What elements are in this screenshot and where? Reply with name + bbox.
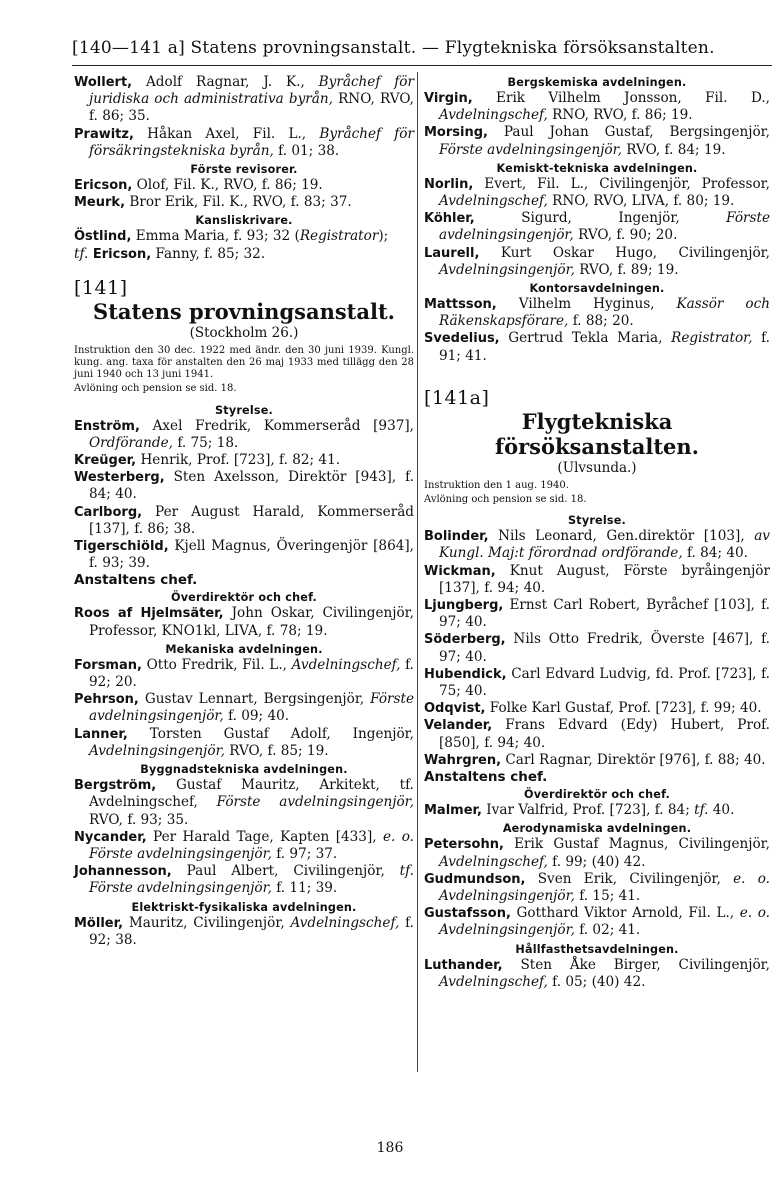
section-location: (Stockholm 26.) (189, 324, 299, 341)
entry: Johannesson, Paul Albert, Civilingenjör, tf. Förste avdelningsingenjör, f. 11; 39. (74, 863, 414, 897)
entry: Mattsson, Vilhelm Hyginus, Kassör och Räkenskapsförare, f. 88; 20. (424, 296, 770, 330)
entry: Ljungberg, Ernst Carl Robert, Byråchef [103], f. 97; 40. (424, 597, 770, 631)
entry: Meurk, Bror Erik, Fil. K., RVO, f. 83; 37. (74, 194, 352, 211)
entry: Möller, Mauritz, Civilingenjör, Avdelningschef, f. 92; 38. (74, 914, 414, 948)
subheading: Styrelse. (215, 403, 273, 417)
entry: Pehrson, Gustav Lennart, Bergsingenjör, Förste avdelningsingenjör, f. 09; 40. (74, 691, 414, 725)
entry: Svedelius, Gertrud Tekla Maria, Registrator, f. 91; 41. (424, 330, 770, 364)
section-heading: Anstaltens chef. (424, 769, 548, 786)
entry: Prawitz, Håkan Axel, Fil. L., Byråchef för försäkringstekniska byrån, f. 01; 38. (74, 125, 414, 159)
entry: Köhler, Sigurd, Ingenjör, Förste avdelningsingenjör, RVO, f. 90; 20. (424, 210, 770, 244)
entry: Velander, Frans Edvard (Edy) Hubert, Prof. [850], f. 94; 40. (424, 717, 770, 751)
column-divider (417, 72, 418, 1072)
entry: Söderberg, Nils Otto Fredrik, Överste [467], f. 97; 40. (424, 631, 770, 665)
entry: Wollert, Adolf Ragnar, J. K., Byråchef för juridiska och administrativa byrån, RNO, RVO, f. 86; 35. (74, 74, 414, 125)
entry: Norlin, Evert, Fil. L., Civilingenjör, Professor, Avdelningschef, RNO, RVO, LIVA, f. 80; 19. (424, 175, 770, 210)
entry: Wickman, Knut August, Förste byråingenjör [137], f. 94; 40. (424, 562, 770, 596)
entry: Östlind, Emma Maria, f. 93; 32 (Registrator); (74, 228, 389, 245)
entry: Bolinder, Nils Leonard, Gen.direktör [103], av Kungl. Maj:t förordnad ordförande, f. 84; 40. (424, 528, 770, 562)
salary-note: Avlöning och pension se sid. 18. (424, 494, 587, 506)
entry: Luthander, Sten Åke Birger, Civilingenjör, Avdelningschef, f. 05; (40) 42. (424, 956, 770, 990)
entry: Lanner, Torsten Gustaf Adolf, Ingenjör, Avdelningsingenjör, RVO, f. 85; 19. (74, 725, 414, 759)
entry: Bergström, Gustaf Mauritz, Arkitekt, tf. Avdelningschef, Förste avdelningsingenjör, RVO, f. 93; 35. (74, 777, 414, 828)
entry: Westerberg, Sten Axelsson, Direktör [943], f. 84; 40. (74, 469, 414, 503)
section-title: Statens provningsanstalt. (93, 298, 395, 324)
entry: Odqvist, Folke Karl Gustaf, Prof. [723], f. 99; 40. (424, 700, 762, 717)
entry: Roos af Hjelmsäter, John Oskar, Civilingenjör, Professor, KNO1kl, LIVA, f. 78; 19. (74, 605, 414, 639)
entry: Forsman, Otto Fredrik, Fil. L., Avdelningschef, f. 92; 20. (74, 656, 414, 691)
subheading: Styrelse. (568, 514, 626, 528)
instruction-note: Instruktion den 1 aug. 1940. (424, 479, 569, 491)
subheading: Kontorsavdelningen. (529, 282, 665, 296)
subheading: Hållfasthetsavdelningen. (515, 942, 679, 956)
entry: Kreüger, Henrik, Prof. [723], f. 82; 41. (74, 452, 341, 469)
entry: Laurell, Kurt Oskar Hugo, Civilingenjör, Avdelningsingenjör, RVO, f. 89; 19. (424, 244, 770, 278)
section-heading: Anstaltens chef. (74, 572, 198, 589)
section-location: (Ulvsunda.) (557, 459, 637, 476)
page-number: 186 (376, 1140, 404, 1156)
subheading: Kansliskrivare. (195, 214, 293, 228)
entry: tf. Ericson, Fanny, f. 85; 32. (74, 245, 266, 262)
entry: Nycander, Per Harald Tage, Kapten [433], e. o. Förste avdelningsingenjör, f. 97; 37. (74, 828, 415, 862)
left-column (74, 74, 414, 949)
running-header: [140—141 a] Statens provningsanstalt. — Flygtekniska försöksanstalten. (72, 38, 715, 58)
entry: Virgin, Erik Vilhelm Jonsson, Fil. D., Avdelningschef, RNO, RVO, f. 86; 19. (424, 90, 770, 124)
entry: Gustafsson, Gotthard Viktor Arnold, Fil. L., e. o. Avdelningsingenjör, f. 02; 41. (424, 905, 770, 939)
entry: Hubendick, Carl Edvard Ludvig, fd. Prof. [723], f. 75; 40. (424, 665, 770, 700)
subheading: Aerodynamiska avdelningen. (502, 822, 692, 836)
entry: Gudmundson, Sven Erik, Civilingenjör, e. o. Avdelningsingenjör, f. 15; 41. (424, 870, 771, 904)
entry: Tigerschiöld, Kjell Magnus, Överingenjör [864], f. 93; 39. (74, 538, 414, 572)
subheading: Överdirektör och chef. (170, 591, 317, 605)
subheading: Överdirektör och chef. (523, 788, 670, 802)
entry: Petersohn, Erik Gustaf Magnus, Civilingenjör, Avdelningschef, f. 99; (40) 42. (424, 836, 770, 870)
subheading: Byggnadstekniska avdelningen. (140, 763, 348, 777)
entry: Carlborg, Per August Harald, Kommerseråd [137], f. 86; 38. (74, 503, 414, 537)
header-rule (72, 65, 772, 66)
subheading: Bergskemiska avdelningen. (507, 76, 687, 89)
section-title: Flygtekniska försöksanstalten. (495, 408, 699, 459)
section-number: [141a] (424, 386, 490, 409)
subheading: Elektriskt-fysikaliska avdelningen. (131, 900, 357, 914)
entry: Enström, Axel Fredrik, Kommerseråd [937], Ordförande, f. 75; 18. (74, 417, 414, 451)
entry: Wahrgren, Carl Ragnar, Direktör [976], f. 88; 40. (424, 751, 766, 768)
salary-note: Avlöning och pension se sid. 18. (74, 383, 237, 395)
section-number: [141] (74, 276, 128, 299)
entry: Morsing, Paul Johan Gustaf, Bergsingenjör, Förste avdelningsingenjör, RVO, f. 84; 19. (424, 124, 770, 158)
entry: Ericson, Olof, Fil. K., RVO, f. 86; 19. (74, 177, 323, 194)
subheading: Förste revisorer. (190, 163, 298, 177)
subheading: Mekaniska avdelningen. (165, 642, 323, 656)
right-column (424, 74, 770, 991)
instruction-note: Instruktion den 30 dec. 1922 med ändr. den 30 juni 1939. Kungl. kung. ang. taxa för anstalten den 26 maj 1933 med tillägg den 28 juni 1940 och 13 juni 1941. (74, 344, 414, 381)
subheading: Kemiskt-tekniska avdelningen. (496, 161, 698, 175)
entry: Malmer, Ivar Valfrid, Prof. [723], f. 84; tf. 40. (424, 802, 735, 819)
